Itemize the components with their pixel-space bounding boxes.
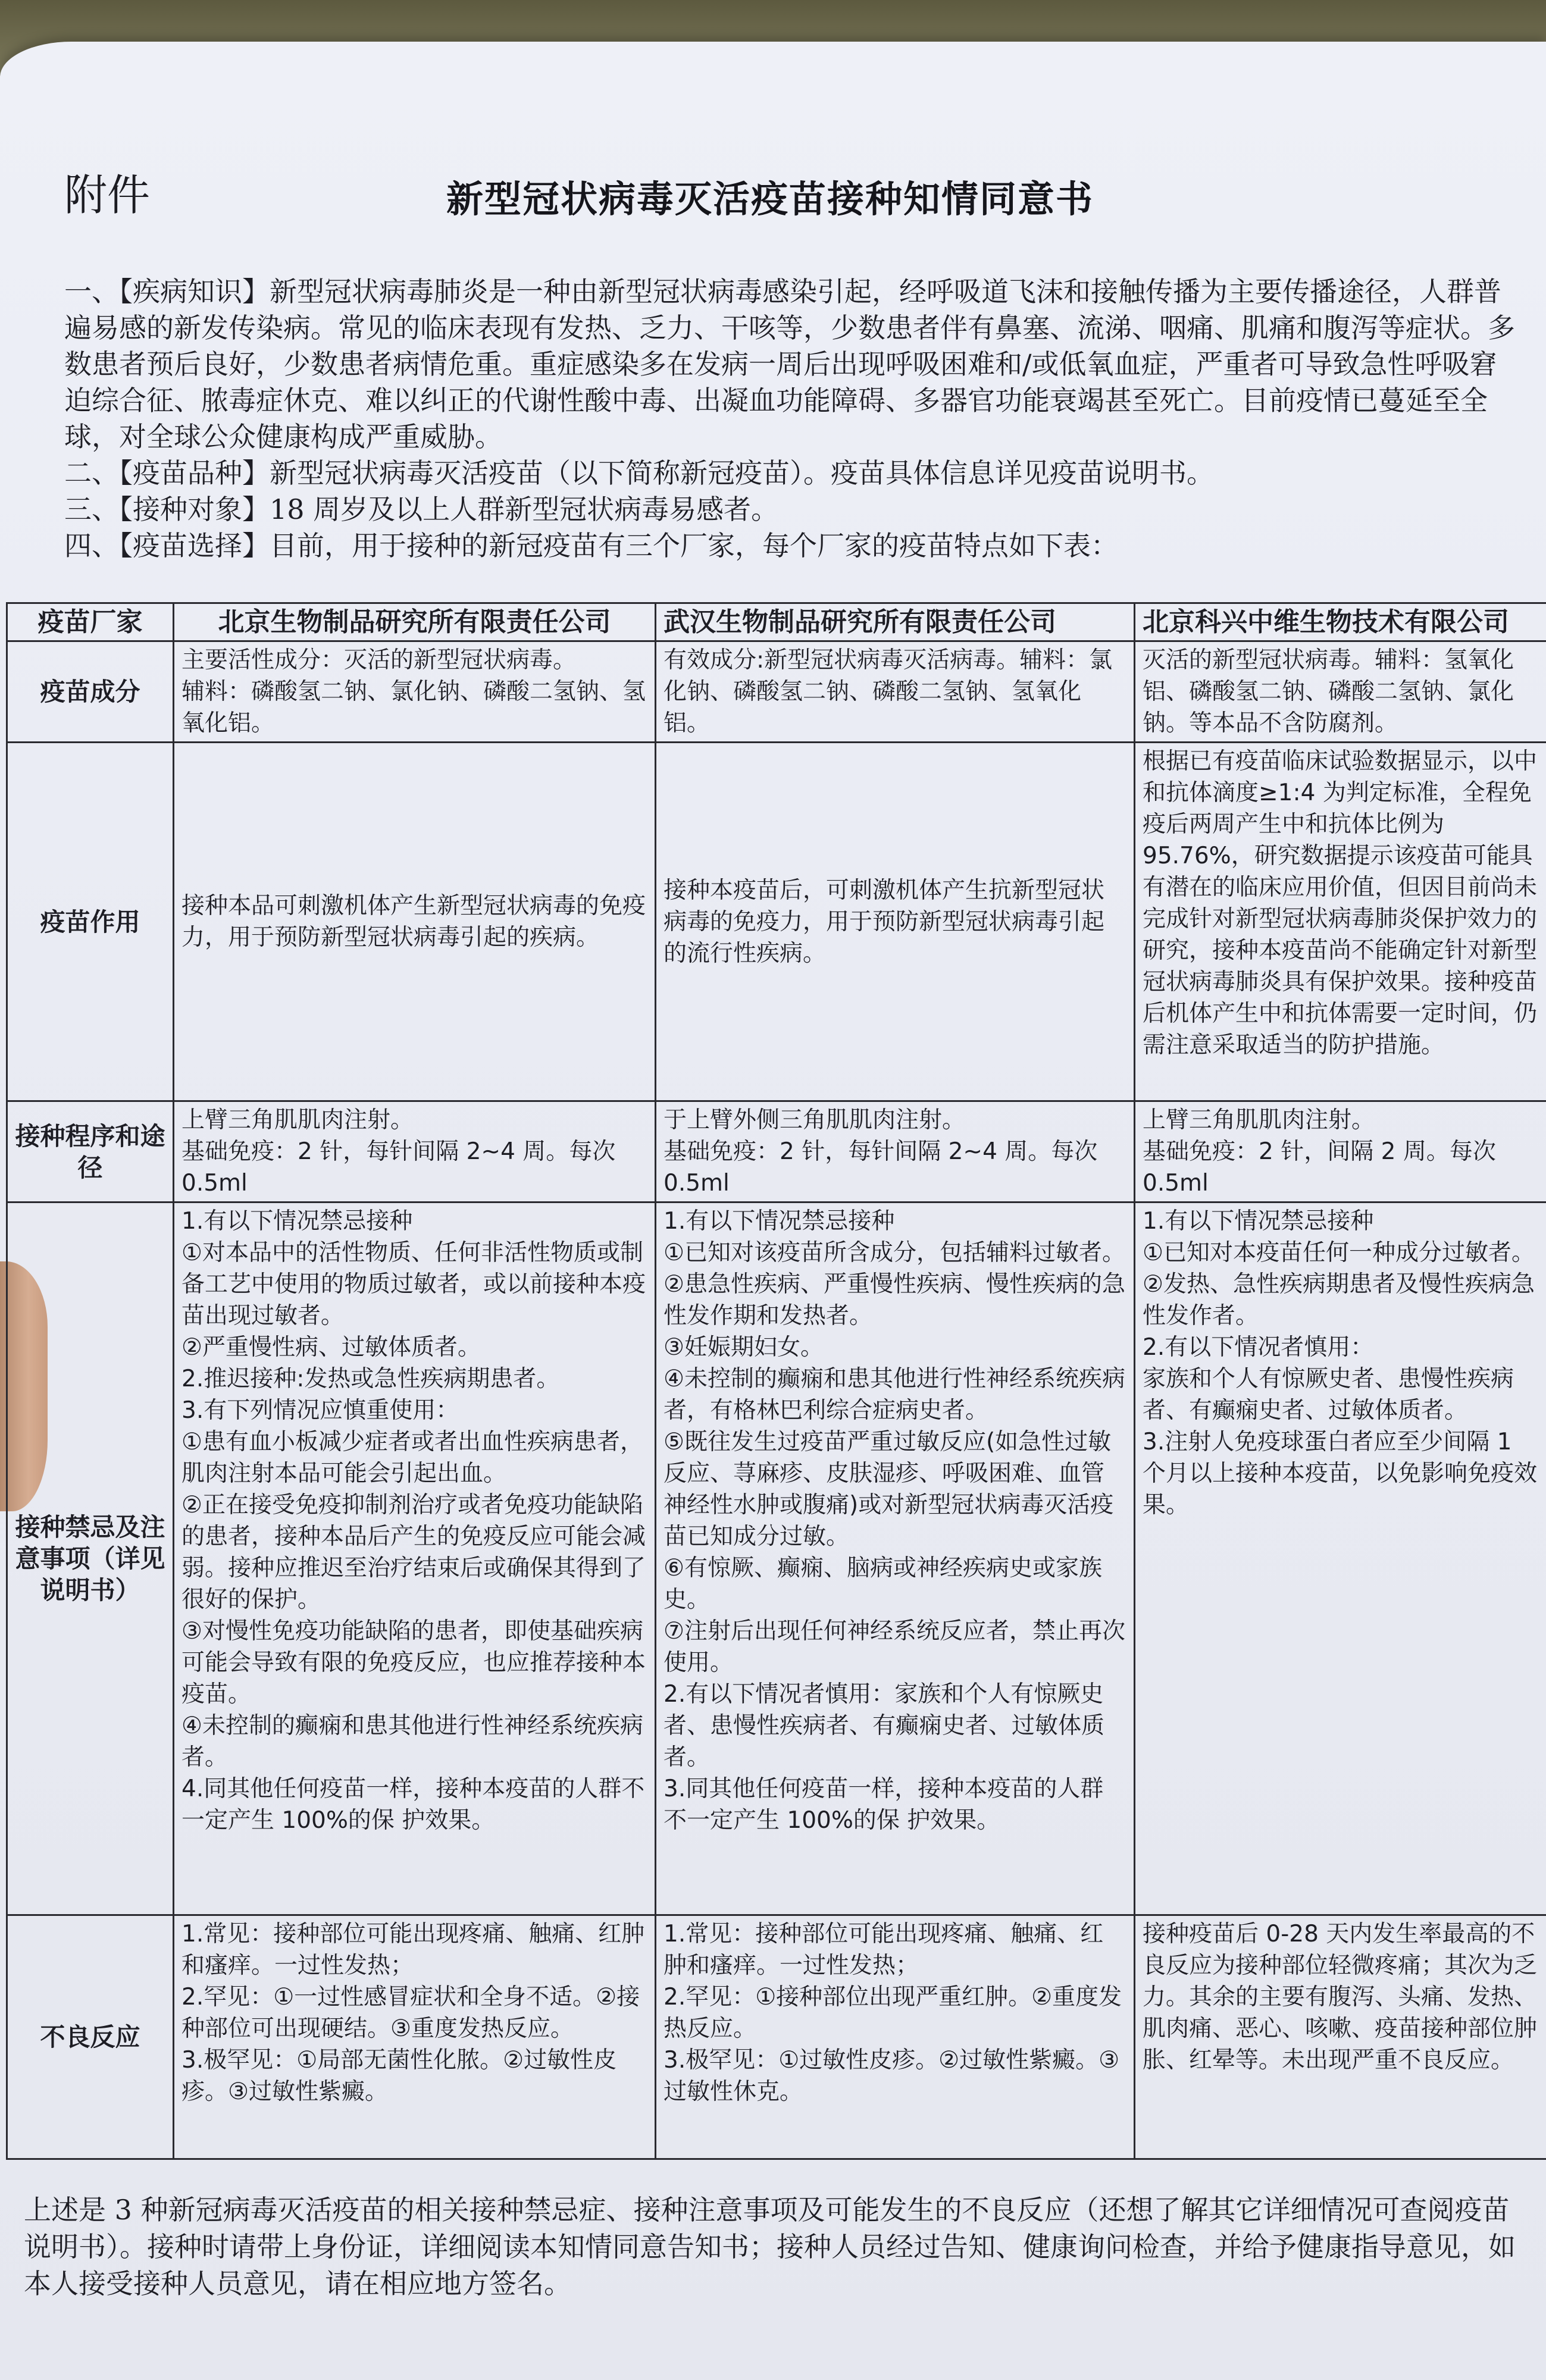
cell-line: 1.有以下情况禁忌接种 bbox=[181, 1208, 413, 1235]
cell-line: ②严重慢性病、过敏体质者。 bbox=[181, 1334, 481, 1361]
table-cell bbox=[174, 743, 656, 1101]
table-cell bbox=[656, 641, 1135, 743]
cell-line: 家族和个人有惊厥史者、患慢性疾病者、有癫痫史者、过敏体质者。 bbox=[1143, 1366, 1514, 1424]
cell-line: 于上臂外侧三角肌肌肉注射。 bbox=[664, 1107, 966, 1133]
cell-line: 接种疫苗后 0-28 天内发生率最高的不良反应为接种部位轻微疼痛；其次为乏力。其余的主要有腹泻、头痛、发热、肌肉痛、恶心、咳嗽、疫苗接种部位肿胀、红晕等。未出现严重不良反应。 bbox=[1143, 1921, 1538, 2074]
cell-line: 4.同其他任何疫苗一样，接种本疫苗的人群不一定产生 100%的保 护效果。 bbox=[181, 1775, 645, 1834]
cell-line: 主要活性成分：灭活的新型冠状病毒。 bbox=[181, 647, 577, 674]
cell-line: 上臂三角肌肌肉注射。 bbox=[181, 1107, 414, 1133]
cell-line: 2.罕见：①接种部位出现严重红肿。②重度发热反应。 bbox=[664, 1984, 1122, 2042]
row-label: 疫苗成分 bbox=[7, 641, 174, 743]
table-cell bbox=[174, 1101, 656, 1202]
cell-line: 1.常见：接种部位可能出现疼痛、触痛、红肿和瘙痒。一过性发热； bbox=[664, 1921, 1104, 1979]
row-label: 接种程序和途径 bbox=[7, 1101, 174, 1202]
table-cell bbox=[1135, 641, 1546, 743]
cell-line: ⑥有惊厥、癫痫、脑病或神经疾病史或家族史。 bbox=[664, 1555, 1102, 1613]
cell-line: ③对慢性免疫功能缺陷的患者，即使基础疾病可能会导致有限的免疫反应，也应推荐接种本疫苗。 bbox=[181, 1618, 646, 1708]
header-manufacturer: 疫苗厂家 bbox=[7, 603, 174, 641]
table-cell bbox=[1135, 1101, 1546, 1202]
intro-disease-knowledge: 一、【疾病知识】新型冠状病毒肺炎是一种由新型冠状病毒感染引起，经呼吸道飞沫和接触传播为主要传播途径，人群普遍易感的新发传染病。常见的临床表现有发热、乏力、干咳等，少数患者伴有鼻塞、流涕、咽痛、肌痛和腹泻等症状。多数患者预后良好，少数患者病情危重。重症感染多在发病一周后出现呼吸困难和/或低氧血症，严重者可导致急性呼吸窘迫综合征、脓毒症休克、难以纠正的代谢性酸中毒、出凝血功能障碍、多器官功能衰竭甚至死亡。目前疫情已蔓延至全球，对全球公众健康构成严重威胁。 bbox=[64, 275, 1515, 453]
cell-line: ①已知对本疫苗任何一种成分过敏者。 bbox=[1143, 1239, 1535, 1266]
header-sinovac: 北京科兴中维生物技术有限公司 bbox=[1135, 603, 1546, 641]
cell-line: ⑤既往发生过疫苗严重过敏反应(如急性过敏反应、荨麻疹、皮肤湿疹、呼吸困难、血管神经性水肿或腹痛)或对新型冠状病毒灭活疫苗已知成分过敏。 bbox=[664, 1429, 1114, 1550]
cell-line: 3.极罕见：①局部无菌性化脓。②过敏性皮疹。③过敏性紫癜。 bbox=[181, 2047, 617, 2105]
table-cell bbox=[656, 1101, 1135, 1202]
intro-vaccine-type: 二、【疫苗品种】新型冠状病毒灭活疫苗（以下简称新冠疫苗）。疫苗具体信息详见疫苗说明书。 bbox=[64, 457, 1214, 489]
table-cell bbox=[1135, 1202, 1546, 1915]
cell-line: 2.有以下情况者慎用：家族和个人有惊厥史者、患慢性疾病者、有癫痫史者、过敏体质者。 bbox=[664, 1681, 1105, 1771]
closing-paragraph: 上述是 3 种新冠病毒灭活疫苗的相关接种禁忌症、接种注意事项及可能发生的不良反应（还想了解其它详细情况可查阅疫苗说明书）。接种时请带上身份证，详细阅读本知情同意告知书；接种人员经过告知、健康询问检查，并给予健康指导意见，如本人接受接种人员意见，请在相应地方签名。 bbox=[24, 2194, 1516, 2300]
table-cell bbox=[1135, 1915, 1546, 2159]
table-row bbox=[7, 1202, 1546, 1915]
cell-line: ③妊娠期妇女。 bbox=[664, 1334, 824, 1361]
cell-line: 灭活的新型冠状病毒。辅料：氢氧化铝、磷酸氢二钠、磷酸二氢钠、氯化钠。等本品不含防腐剂。 bbox=[1143, 647, 1514, 737]
cell-line: ②发热、急性疾病期患者及慢性疾病急性发作者。 bbox=[1143, 1271, 1535, 1329]
cell-line: 有效成分:新型冠状病毒灭活病毒。辅料：氯化钠、磷酸氢二钠、磷酸二氢钠、氢氧化铝。 bbox=[664, 647, 1113, 737]
table-row bbox=[7, 1101, 1546, 1202]
table-cell bbox=[656, 1202, 1135, 1915]
cell-line: 3.有下列情况应慎重使用： bbox=[181, 1397, 459, 1424]
cell-line: ②正在接受免疫抑制剂治疗或者免疫功能缺陷的患者，接种本品后产生的免疫反应可能会减弱。接种应推迟至治疗结束后或确保其得到了很好的保护。 bbox=[181, 1492, 646, 1613]
cell-line: ④未控制的癫痫和患其他进行性神经系统疾病者，有格林巴利综合症病史者。 bbox=[664, 1366, 1125, 1424]
table-cell bbox=[656, 743, 1135, 1101]
table-cell bbox=[1135, 743, 1546, 1101]
table-cell bbox=[174, 1915, 656, 2159]
table-row bbox=[7, 743, 1546, 1101]
cell-line: ④未控制的癫痫和患其他进行性神经系统疾病者。 bbox=[181, 1712, 643, 1771]
cell-line: 基础免疫：2 针，每针间隔 2~4 周。每次 0.5ml bbox=[664, 1138, 1098, 1197]
cell-line: 基础免疫：2 针，每针间隔 2~4 周。每次 0.5ml bbox=[181, 1138, 616, 1197]
cell-line: 3.极罕见：①过敏性皮疹。②过敏性紫癜。③过敏性休克。 bbox=[664, 2047, 1120, 2105]
cell-line: ①已知对该疫苗所含成分，包括辅料过敏者。 bbox=[664, 1239, 1125, 1266]
row-label: 不良反应 bbox=[7, 1915, 174, 2159]
cell-line: 3.注射人免疫球蛋白者应至少间隔 1 个月以上接种本疫苗，以免影响免疫效果。 bbox=[1143, 1429, 1538, 1518]
table-row bbox=[7, 641, 1546, 743]
table-header-row bbox=[7, 603, 1546, 641]
row-label: 接种禁忌及注意事项（详见说明书） bbox=[7, 1202, 174, 1915]
header-beijing-bio: 北京生物制品研究所有限责任公司 bbox=[174, 603, 656, 641]
table-cell bbox=[174, 1202, 656, 1915]
cell-line: 接种本疫苗后，可刺激机体产生抗新型冠状病毒的免疫力，用于预防新型冠状病毒引起的流行性疾病。 bbox=[664, 876, 1105, 967]
cell-line: 接种本品可刺激机体产生新型冠状病毒的免疫力，用于预防新型冠状病毒引起的疾病。 bbox=[181, 892, 646, 951]
table-cell bbox=[174, 641, 656, 743]
cell-line: 2.罕见：①一过性感冒症状和全身不适。②接种部位可出现硬结。③重度发热反应。 bbox=[181, 1984, 640, 2042]
cell-line: 1.常见：接种部位可能出现疼痛、触痛、红肿和瘙痒。一过性发热； bbox=[181, 1921, 645, 1979]
document-title: 新型冠状病毒灭活疫苗接种知情同意书 bbox=[446, 177, 1094, 221]
vaccine-comparison-table bbox=[6, 602, 1546, 2160]
intro-target-population: 三、【接种对象】18 周岁及以上人群新型冠状病毒易感者。 bbox=[64, 493, 779, 525]
cell-line: ②患急性疾病、严重慢性疾病、慢性疾病的急性发作期和发热者。 bbox=[664, 1271, 1125, 1329]
cell-line: ①对本品中的活性物质、任何非活性物质或制备工艺中使用的物质过敏者，或以前接种本疫苗出现过敏者。 bbox=[181, 1239, 646, 1329]
cell-line: 根据已有疫苗临床试验数据显示，以中和抗体滴度≥1:4 为判定标准，全程免疫后两周产生中和抗体比例为 95.76%，研究数据提示该疫苗可能具有潜在的临床应用价值，但因目前尚未完成针对新型冠状病毒肺炎保护效力的研究，接种本疫苗尚不能确定针对新型冠状病毒肺炎具有保护效果。接种疫苗后机体产生中和抗体需要一定时间，仍需注意采取适当的防护措施。 bbox=[1143, 748, 1538, 1059]
cell-line: 1.有以下情况禁忌接种 bbox=[664, 1208, 895, 1235]
table-row bbox=[7, 1915, 1546, 2159]
cell-line: 辅料：磷酸氢二钠、氯化钠、磷酸二氢钠、氢氧化铝。 bbox=[181, 678, 646, 737]
row-label: 疫苗作用 bbox=[7, 743, 174, 1101]
cell-line: ⑦注射后出现任何神经系统反应者，禁止再次使用。 bbox=[664, 1618, 1125, 1676]
header-wuhan-bio: 武汉生物制品研究所有限责任公司 bbox=[656, 603, 1135, 641]
cell-line: 2.有以下情况者慎用： bbox=[1143, 1334, 1374, 1361]
cell-line: 上臂三角肌肌肉注射。 bbox=[1143, 1107, 1375, 1133]
attachment-label: 附件 bbox=[64, 170, 151, 220]
cell-line: 2.推迟接种:发热或急性疾病期患者。 bbox=[181, 1366, 560, 1392]
cell-line: 1.有以下情况禁忌接种 bbox=[1143, 1208, 1374, 1235]
intro-section bbox=[64, 274, 1522, 564]
intro-vaccine-choice: 四、【疫苗选择】目前，用于接种的新冠疫苗有三个厂家，每个厂家的疫苗特点如下表： bbox=[64, 530, 1118, 562]
table-cell bbox=[656, 1915, 1135, 2159]
cell-line: 3.同其他任何疫苗一样，接种本疫苗的人群不一定产生 100%的保 护效果。 bbox=[664, 1775, 1104, 1834]
cell-line: ①患有血小板减少症者或者出血性疾病患者，肌肉注射本品可能会引起出血。 bbox=[181, 1429, 643, 1487]
cell-line: 基础免疫：2 针，间隔 2 周。每次 0.5ml bbox=[1143, 1138, 1496, 1197]
